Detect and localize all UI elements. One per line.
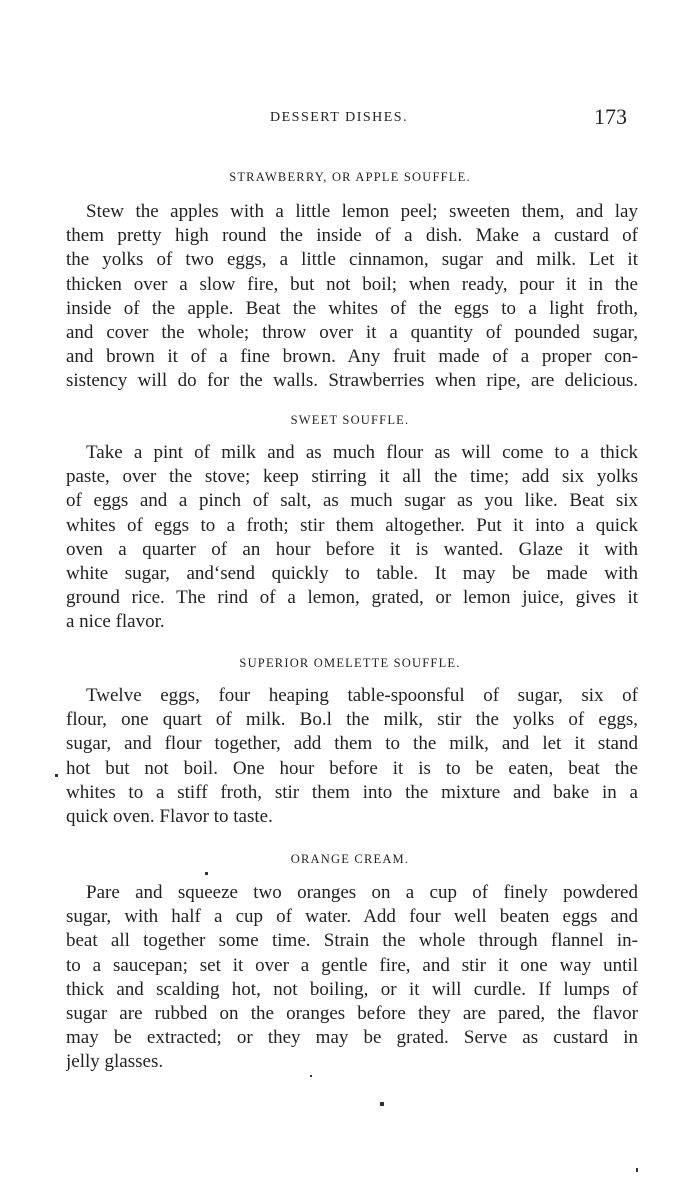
print-speck [55, 774, 58, 777]
running-title: DESSERT DISHES. [270, 110, 409, 125]
text-line: quick oven. Flavor to taste. [66, 805, 273, 827]
running-head [0, 104, 700, 134]
print-speck [380, 1102, 384, 1106]
text-line: hot but not boil. One hour before it is to be eaten, beat the [66, 757, 638, 779]
text-line: whites of eggs to a froth; stir them altogether. Put it into a quick [66, 514, 638, 536]
text-line: to a saucepan; set it over a gentle fire, and stir it one way until [66, 954, 638, 976]
section-heading-sweet-souffle: SWEET SOUFFLE. [290, 413, 410, 427]
text-line: paste, over the stove; keep stirring it all the time; add six yolks [66, 466, 638, 488]
text-line: and brown it of a fine brown. Any fruit made of a proper con- [66, 346, 638, 368]
page-number: 173 [594, 104, 627, 129]
print-speck [310, 1075, 312, 1077]
section-heading-superior-omelette-souffle: SUPERIOR OMELETTE SOUFFLE. [239, 656, 461, 670]
text-line: white sugar, andʻsend quickly to table. It may be made with [66, 562, 638, 584]
text-line: thicken over a slow fire, but not boil; when ready, pour it in the [66, 273, 638, 295]
recipe-text-strawberry-souffle [66, 200, 638, 394]
recipe-text-orange-cream [66, 881, 638, 1075]
section-heading-strawberry-souffle: STRAWBERRY, OR APPLE SOUFFLE. [229, 170, 471, 184]
text-line: jelly glasses. [66, 1051, 164, 1073]
print-speck [205, 872, 208, 875]
text-line: of eggs and a pinch of salt, as much sugar as you like. Beat six [66, 490, 638, 512]
text-line: sugar are rubbed on the oranges before they are pared, the flavor [66, 1002, 638, 1024]
text-line: the yolks of two eggs, a little cinnamon, sugar and milk. Let it [66, 249, 638, 271]
text-line: sistency will do for the walls. Strawberries when ripe, are delicious. [66, 370, 638, 392]
text-line: a nice flavor. [66, 611, 165, 633]
text-line: sugar, with half a cup of water. Add four well beaten eggs and [66, 906, 638, 928]
text-line: ground rice. The rind of a lemon, grated, or lemon juice, gives it [66, 587, 638, 609]
text-line: sugar, and flour together, add them to the milk, and let it stand [66, 733, 638, 755]
text-line: whites to a stiff froth, stir them into the mixture and bake in a [66, 781, 638, 803]
recipe-text-sweet-souffle [66, 441, 638, 635]
text-line: Take a pint of milk and as much flour as will come to a thick [86, 442, 638, 463]
text-line: thick and scalding hot, not boiling, or it will curdle. If lumps of [66, 978, 638, 1000]
recipe-text-superior-omelette-souffle [66, 684, 638, 829]
text-line: and cover the whole; throw over it a quantity of pounded sugar, [66, 321, 638, 343]
print-speck [636, 1168, 638, 1172]
text-line: Stew the apples with a little lemon peel; sweeten them, and lay [86, 201, 638, 222]
text-line: oven a quarter of an hour before it is wanted. Glaze it with [66, 538, 638, 560]
text-line: may be extracted; or they may be grated. Serve as custard in [66, 1027, 638, 1049]
text-line: beat all together some time. Strain the whole through flannel in- [66, 930, 638, 952]
section-heading-orange-cream: ORANGE CREAM. [290, 852, 410, 866]
text-line: them pretty high round the inside of a dish. Make a custard of [66, 225, 638, 247]
text-line: flour, one quart of milk. Bo.l the milk, stir the yolks of eggs, [66, 709, 638, 731]
text-line: inside of the apple. Beat the whites of the eggs to a light froth, [66, 297, 638, 319]
text-line: Twelve eggs, four heaping table-spoonsful of sugar, six of [86, 685, 638, 706]
text-line: Pare and squeeze two oranges on a cup of finely powdered [86, 882, 638, 903]
